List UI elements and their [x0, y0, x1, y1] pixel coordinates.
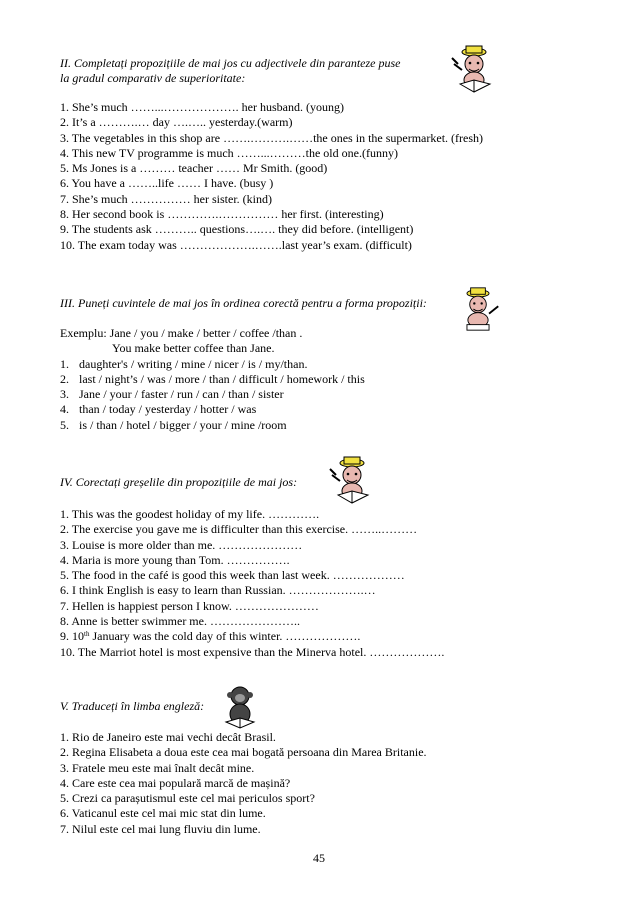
item-text: is / than / hotel / bigger / your / mine /room	[79, 417, 287, 432]
exercise-item: 4. This new TV programme is much ……...………the old one.(funny)	[60, 145, 398, 160]
exercise-item: 6. I think English is easy to learn than Russian. ……………….…	[60, 583, 376, 598]
cartoon-reader-icon-2	[326, 455, 378, 505]
exercise-item: 2. The exercise you gave me is difficulter than this exercise. ……..………	[60, 522, 418, 537]
exercise-item: 4. Care este cea mai populară marcă de mașină?	[60, 775, 291, 790]
cartoon-reader-icon	[448, 44, 500, 94]
section-2-list	[60, 100, 530, 253]
section-4-list	[60, 507, 530, 660]
exercise-item: 1. This was the goodest holiday of my life. ………….	[60, 507, 320, 521]
section-4-heading: IV. Corectați greșelile din propozițiile de mai jos:	[60, 475, 298, 489]
monkey-reading-icon	[218, 684, 262, 730]
exercise-item: 9. The students ask ……….. questions….…. they did before. (intelligent)	[60, 222, 414, 237]
exercise-item: 1. Rio de Janeiro este mai vechi decât Brasil.	[60, 730, 276, 744]
exercise-item: 8. Anne is better swimmer me. …………………..	[60, 614, 300, 629]
exercise-item: 6. You have a ……..life …… I have. (busy )	[60, 176, 274, 191]
exercise-item: 5. Ms Jones is a ……… teacher …… Mr Smith. (good)	[60, 161, 328, 176]
exercise-item	[60, 418, 530, 433]
exercise-item: 10. The Marriot hotel is most expensive than the Minerva hotel. ……………….	[60, 644, 445, 659]
exercise-item	[60, 372, 530, 387]
item-text: daughter's / writing / mine / nicer / is / my/than.	[79, 356, 308, 371]
section-3-list	[60, 357, 530, 433]
page-number: 45	[313, 851, 325, 865]
section-4	[60, 475, 530, 660]
item-text: than / today / yesterday / hotter / was	[79, 402, 257, 417]
exercise-item: 6. Vaticanul este cel mai mic stat din lume.	[60, 806, 266, 821]
exercise-item: 1. She’s much ……...………………. her husband. (young)	[60, 100, 344, 114]
item-text: last / night’s / was / more / than / difficult / homework / this	[79, 371, 365, 386]
item-number: 3.	[60, 387, 69, 402]
item-text: Jane / your / faster / run / can / than / sister	[79, 387, 284, 402]
exercise-item: 7. Nilul este cel mai lung fluviu din lume.	[60, 821, 261, 836]
section-2-heading-line1: II. Completați propozițiile de mai jos cu adjectivele din paranteze puse	[60, 56, 401, 70]
exercise-item: 3. The vegetables in this shop are …….……….……the ones in the supermarket. (fresh)	[60, 130, 484, 145]
item-number: 5.	[60, 417, 69, 432]
exercise-item	[60, 402, 530, 417]
exercise-item	[60, 357, 530, 372]
exercise-item: 3. Fratele meu este mai înalt decât mine.	[60, 760, 255, 775]
section-5-list	[60, 730, 530, 837]
ordinal-suffix: th	[84, 630, 90, 639]
item-number: 4.	[60, 402, 69, 417]
section-5-heading: V. Traduceți în limba engleză:	[60, 699, 205, 713]
exercise-item	[60, 629, 530, 644]
section-5	[60, 699, 530, 837]
section-2-heading-line2: la gradul comparativ de superioritate:	[60, 71, 246, 85]
exercise-item: 7. Hellen is happiest person I know. …………………	[60, 598, 319, 613]
exercise-item: 7. She’s much …………… her sister. (kind)	[60, 191, 272, 206]
example-answer: You make better coffee than Jane.	[112, 341, 275, 356]
exercise-item: 8. Her second book is ………….…………… her first. (interesting)	[60, 207, 384, 222]
item-text-rest: January was the cold day of this winter. ……………….	[89, 629, 361, 644]
exercise-item: 2. It’s a ……….… day ….….. yesterday.(warm)	[60, 115, 293, 130]
section-3-heading: III. Puneți cuvintele de mai jos în ordinea corectă pentru a forma propoziții:	[60, 296, 427, 310]
exercise-item: 4. Maria is more young than Tom. …………….	[60, 552, 290, 567]
item-text-prefix: 9. 10	[60, 629, 84, 644]
exercise-item: 10. The exam today was ……………….…….last year’s exam. (difficult)	[60, 237, 412, 252]
example-label: Exemplu: Jane / you / make / better / coffee /than .	[60, 326, 303, 340]
exercise-item: 2. Regina Elisabeta a doua este cea mai bogată persoana din Marea Britanie.	[60, 745, 427, 760]
exercise-item: 3. Louise is more older than me. …………………	[60, 537, 303, 552]
item-number: 2.	[60, 371, 69, 386]
cartoon-writer-icon	[454, 286, 502, 332]
exercise-item	[60, 387, 530, 402]
exercise-item: 5. The food in the café is good this week than last week. ………………	[60, 568, 405, 583]
item-number: 1.	[60, 356, 69, 371]
exercise-item: 5. Crezi ca parașutismul este cel mai periculos sport?	[60, 791, 315, 806]
